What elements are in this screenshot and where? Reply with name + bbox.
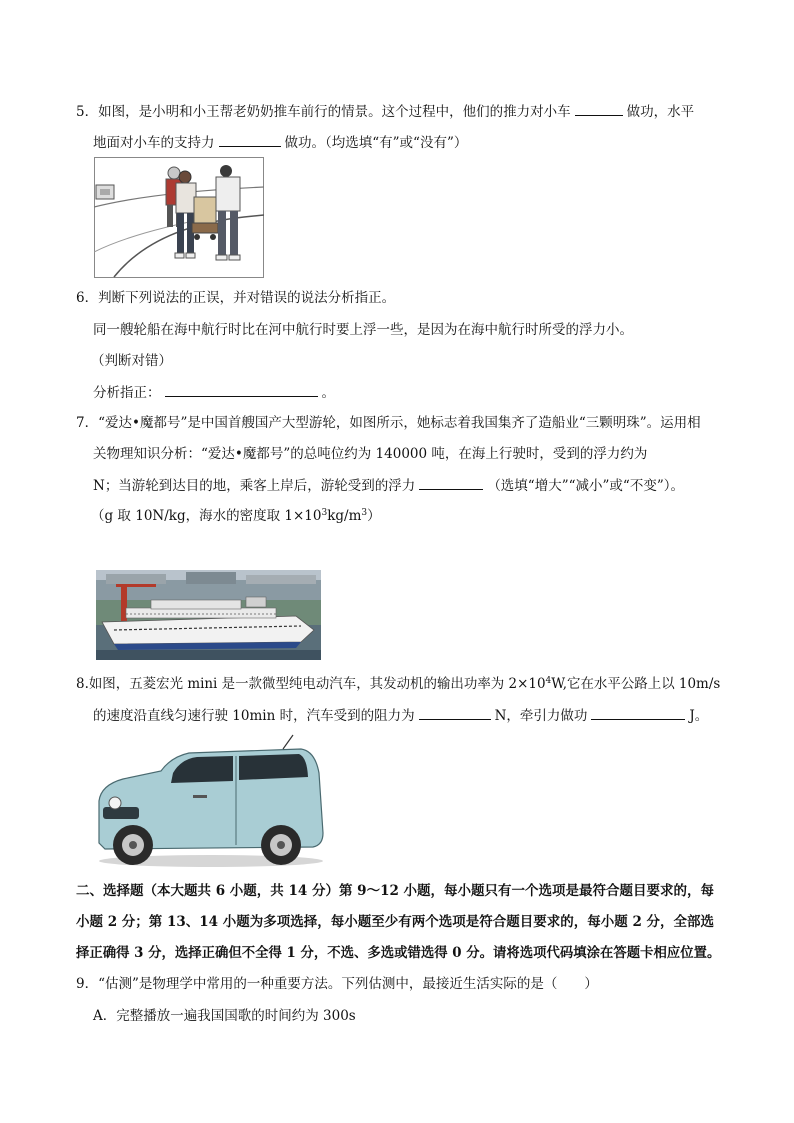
q5-line-1: 5．如图，是小明和小王帮老奶奶推车前行的情景。这个过程中，他们的推力对小车 做功，水平 xyxy=(76,104,695,120)
q5-cart-pushing-figure xyxy=(94,157,264,278)
section2-line-1: 二、选择题（本大题共 6 小题，共 14 分）第 9～12 小题，每小题只有一个选项是最符合题目要求的，每 xyxy=(76,883,715,899)
q8-line-2: 的速度沿直线匀速行驶 10min 时，汽车受到的阻力为 N，牵引力做功 J。 xyxy=(93,708,709,724)
q5-blank-2[interactable] xyxy=(219,133,281,147)
q7-cruise-ship-photo xyxy=(96,570,321,660)
cruise-ship-image xyxy=(96,570,321,660)
q8-blank-2[interactable] xyxy=(591,706,685,720)
q9-option-a[interactable]: A．完整播放一遍我国国歌的时间约为 300s xyxy=(93,1008,356,1024)
q7-line-3: N；当游轮到达目的地，乘客上岸后，游轮受到的浮力 （选填“增大”“减小”或“不变”）。 xyxy=(93,478,684,494)
q9-stem: 9．“估测”是物理学中常用的一种重要方法。下列估测中，最接近生活实际的是（ ） xyxy=(76,976,598,992)
section2-line-3: 择正确得 3 分，选择正确但不全得 1 分，不选、多选或错选得 0 分。请将选项代码填涂在答题卡相应位置。 xyxy=(76,945,721,961)
wuling-mini-car-image xyxy=(93,733,333,870)
q6-line-2: 同一艘轮船在海中航行时比在河中航行时要上浮一些，是因为在海中航行时所受的浮力小。 xyxy=(93,322,633,338)
q8-blank-1[interactable] xyxy=(419,706,491,720)
q7-line-2: 关物理知识分析：“爱达•魔都号”的总吨位约为 140000 吨，在海上行驶时，受到的浮力约为 xyxy=(93,446,648,462)
q7-line-4: （g 取 10N/kg，海水的密度取 $1\times 10^3kg/m^3$） xyxy=(91,508,381,524)
q6-line-3: （判断对错） xyxy=(91,353,172,369)
q7-line-1: 7．“爱达•魔都号”是中国首艘国产大型游轮，如图所示，她标志着我国集齐了造船业“三颗明珠”。运用相 xyxy=(76,415,701,431)
q6-answer-blank[interactable] xyxy=(165,383,318,397)
q8-line-1: 8.如图，五菱宏光 mini 是一款微型纯电动汽车，其发动机的输出功率为 $2\times 10^4W$,它在水平公路上以 10m/s xyxy=(76,676,721,692)
q5-blank-1[interactable] xyxy=(575,102,623,116)
q7-blank[interactable] xyxy=(419,476,483,490)
q6-line-4: 分析指正： 。 xyxy=(93,385,335,401)
q6-line-1: 6．判断下列说法的正误，并对错误的说法分析指正。 xyxy=(76,290,396,306)
section2-line-2: 小题 2 分；第 13、14 小题为多项选择，每小题至少有两个选项是符合题目要求的，每小题 2 分，全部选 xyxy=(76,914,715,930)
cart-pushing-illustration xyxy=(94,157,264,278)
q8-electric-car-photo xyxy=(93,733,333,870)
q5-line-2: 地面对小车的支持力 做功。（均选填“有”或“没有”） xyxy=(93,135,468,151)
